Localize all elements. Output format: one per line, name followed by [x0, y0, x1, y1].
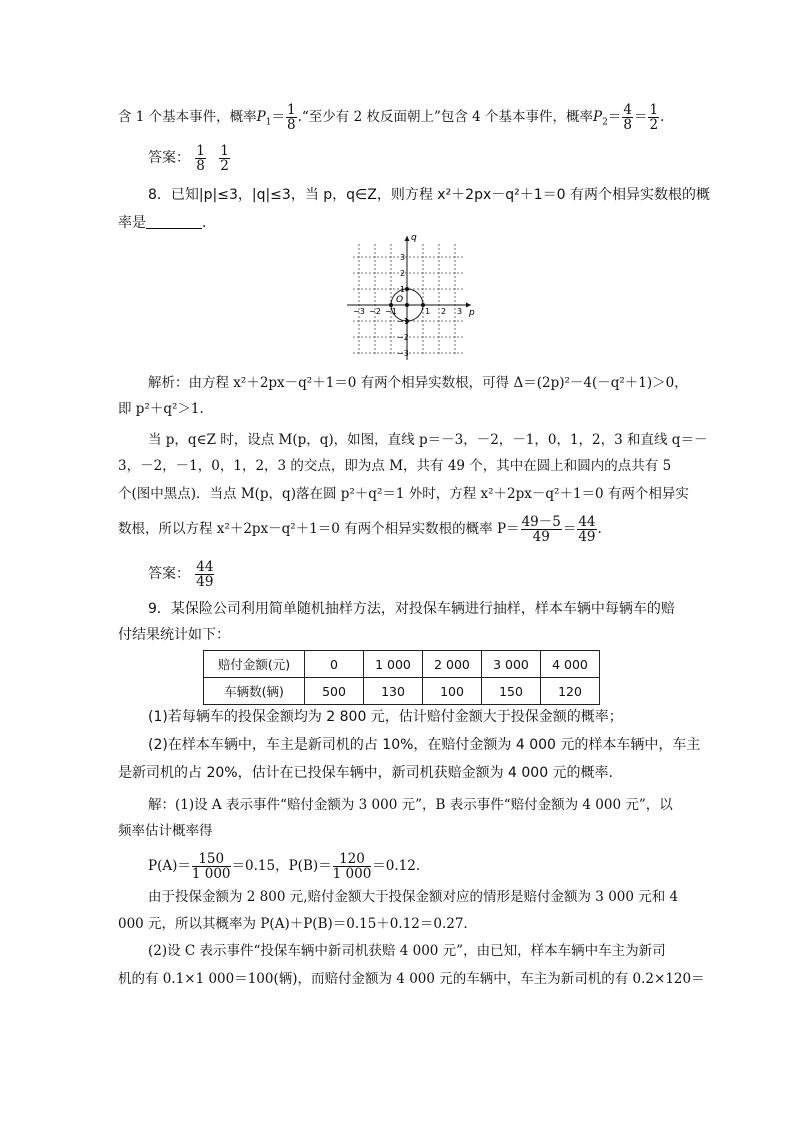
table-cell: 130	[364, 678, 423, 705]
numerator: 4	[623, 102, 632, 118]
table-cell: 500	[305, 678, 364, 705]
text-fragment: P(A)＝	[148, 858, 191, 874]
period: ．	[202, 215, 216, 231]
answer-label: 答案：	[148, 566, 190, 582]
solution-8-line4: 3，－2，－1，0，1，2，3 的交点，即为点 M，共有 49 个，其中在圆上和圆内的点共有 5	[118, 458, 672, 474]
fraction	[219, 144, 230, 173]
y-tick: 2	[400, 269, 406, 278]
y-tick: 1	[400, 285, 406, 294]
p-axis-label: p	[469, 308, 475, 318]
denominator: 8	[287, 117, 296, 133]
table-cell: 100	[423, 678, 482, 705]
text-fragment: ＝0.12.	[372, 858, 421, 874]
fraction	[192, 852, 231, 881]
solution-8-line3: 当 p，q∈Z 时，设点 M(p，q)，如图，直线 p＝－3，－2，－1，0，1，2，3 和直线 q＝－	[148, 432, 708, 448]
x-tick: −3	[353, 307, 365, 316]
numerator: 1	[649, 102, 659, 118]
solution-9-line5: 000 元，所以其概率为 P(A)＋P(B)＝0.15＋0.12＝0.27.	[118, 916, 468, 932]
solution-8-line5: 个(图中黑点)．当点 M(p，q)落在圆 p²＋q²＝1 外时，方程 x²＋2px－q²＋1＝0 有两个相异实	[118, 486, 689, 502]
x-tick: −1	[385, 307, 397, 316]
text-fragment: 含 1 个基本事件，概率	[118, 109, 257, 125]
answer-blank	[146, 214, 202, 229]
numerator: 1	[287, 102, 296, 118]
question-9-line2: 付结果统计如下：	[118, 627, 230, 643]
question-9-part2-line1: (2)在样本车辆中，车主是新司机的占 10%，在赔付金额为 4 000 元的样本车辆中，车主	[148, 737, 701, 753]
solution-8-line6	[118, 515, 602, 544]
fraction	[286, 103, 297, 132]
table-cell: 2 000	[423, 651, 482, 678]
table-cell: 150	[482, 678, 541, 705]
table-cell: 赔付金额(元)	[204, 651, 305, 678]
question-8-line1: 8．已知|p|≤3，|q|≤3，当 p，q∈Z，则方程 x²＋2px－q²＋1＝0 有两个相异实数根的概	[148, 187, 711, 203]
fraction	[648, 103, 659, 132]
denominator: 8	[196, 158, 205, 174]
numerator: 49－5	[521, 514, 561, 530]
numerator: 120	[333, 852, 372, 867]
fraction	[195, 144, 206, 173]
question-8-line2	[118, 214, 216, 232]
fraction	[577, 515, 596, 544]
answer-line	[148, 144, 231, 173]
table-cell: 1 000	[364, 651, 423, 678]
y-tick: −3	[397, 349, 409, 358]
numerator: 1	[196, 143, 205, 159]
text-fragment: 数根，所以方程 x²＋2px－q²＋1＝0 有两个相异实数根的概率 P＝	[118, 521, 520, 537]
fraction	[622, 103, 633, 132]
table-cell: 3 000	[482, 651, 541, 678]
table-row	[204, 678, 600, 705]
denominator: 2	[649, 117, 659, 133]
table-cell: 4 000	[541, 651, 600, 678]
text-fragment: ＝0.15，P(B)＝	[231, 858, 332, 874]
table-cell: 120	[541, 678, 600, 705]
solution-9-probabilities	[148, 852, 420, 881]
q-axis-label: q	[411, 233, 417, 243]
denominator: 49	[532, 529, 550, 545]
x-tick-labels	[353, 307, 462, 316]
solution-9-line2: 频率估计概率得	[118, 823, 213, 839]
var-p: P	[256, 109, 266, 125]
x-tick: 3	[457, 307, 463, 316]
table-row	[204, 651, 600, 678]
denominator: 8	[623, 117, 632, 133]
fraction	[195, 560, 214, 589]
denominator: 2	[220, 158, 229, 174]
text-line	[118, 103, 664, 132]
fraction	[333, 852, 372, 881]
denominator: 49	[196, 574, 214, 590]
q-axis-arrow-icon	[405, 236, 410, 241]
table-cell: 车辆数(辆)	[204, 678, 305, 705]
denominator: 1 000	[191, 866, 231, 882]
denominator: 49	[578, 529, 596, 545]
question-9-part1: (1)若每辆车的投保金额均为 2 800 元，估计赔付金额大于投保金额的概率；	[148, 709, 623, 725]
period: .	[597, 521, 602, 537]
solution-8-line1: 解析：由方程 x²＋2px－q²＋1＝0 有两个相异实数根，可得 Δ＝(2p)²－4(－q²＋1)＞0，	[148, 375, 688, 391]
origin-label: O	[396, 295, 404, 305]
equals-sign: ＝	[633, 109, 648, 125]
equals-sign: ＝	[271, 109, 285, 125]
answer-line	[148, 560, 215, 589]
table-cell: 0	[305, 651, 364, 678]
x-tick: −2	[369, 307, 381, 316]
solution-9-line4: 由于投保金额为 2 800 元,赔付金额大于投保金额对应的情形是赔付金额为 3 000 元和 4	[148, 889, 679, 905]
fraction	[521, 515, 562, 544]
numerator: 1	[220, 143, 229, 159]
question-9-line1: 9．某保险公司利用简单随机抽样方法，对投保车辆进行抽样，样本车辆中每辆车的赔	[148, 601, 675, 617]
var-p: P	[593, 109, 603, 125]
solution-9-line7: 机的有 0.1×1 000＝100(辆)，而赔付金额为 4 000 元的车辆中，车主为新司机的有 0.2×120＝	[118, 971, 705, 987]
numerator: 44	[578, 514, 596, 530]
period: .	[660, 109, 665, 125]
solution-9-line6: (2)设 C 表示事件“投保车辆中新司机获赔 4 000 元”，由已知，样本车辆中车主为新司	[148, 943, 666, 959]
y-tick: −2	[397, 333, 409, 342]
solution-9-line1: 解：(1)设 A 表示事件“赔付金额为 3 000 元”，B 表示事件“赔付金额为 4 000 元”，以	[148, 797, 673, 813]
subscript: 2	[602, 117, 608, 128]
answer-label: 答案：	[148, 150, 190, 166]
lattice-circle-figure	[345, 230, 477, 362]
payout-table	[203, 650, 600, 705]
p-axis-arrow-icon	[466, 303, 471, 308]
denominator: 1 000	[332, 866, 372, 882]
y-tick: 3	[400, 253, 406, 262]
equals-sign: ＝	[607, 109, 622, 125]
question-9-part2-line2: 是新司机的占 20%，估计在已投保车辆中，新司机获赔金额为 4 000 元的概率.	[118, 765, 613, 781]
text-fragment: 率是	[118, 215, 146, 231]
subscript: 1	[265, 117, 272, 128]
equals-sign: ＝	[562, 521, 577, 537]
numerator: 44	[196, 559, 214, 575]
numerator: 150	[192, 852, 231, 867]
solution-8-line2: 即 p²＋q²＞1.	[118, 401, 204, 417]
text-fragment: .“至少有 2 枚反面朝上”包含 4 个基本事件，概率	[297, 109, 594, 125]
x-tick: 2	[441, 307, 447, 316]
x-tick: 1	[425, 307, 431, 316]
y-tick: −1	[397, 317, 409, 326]
